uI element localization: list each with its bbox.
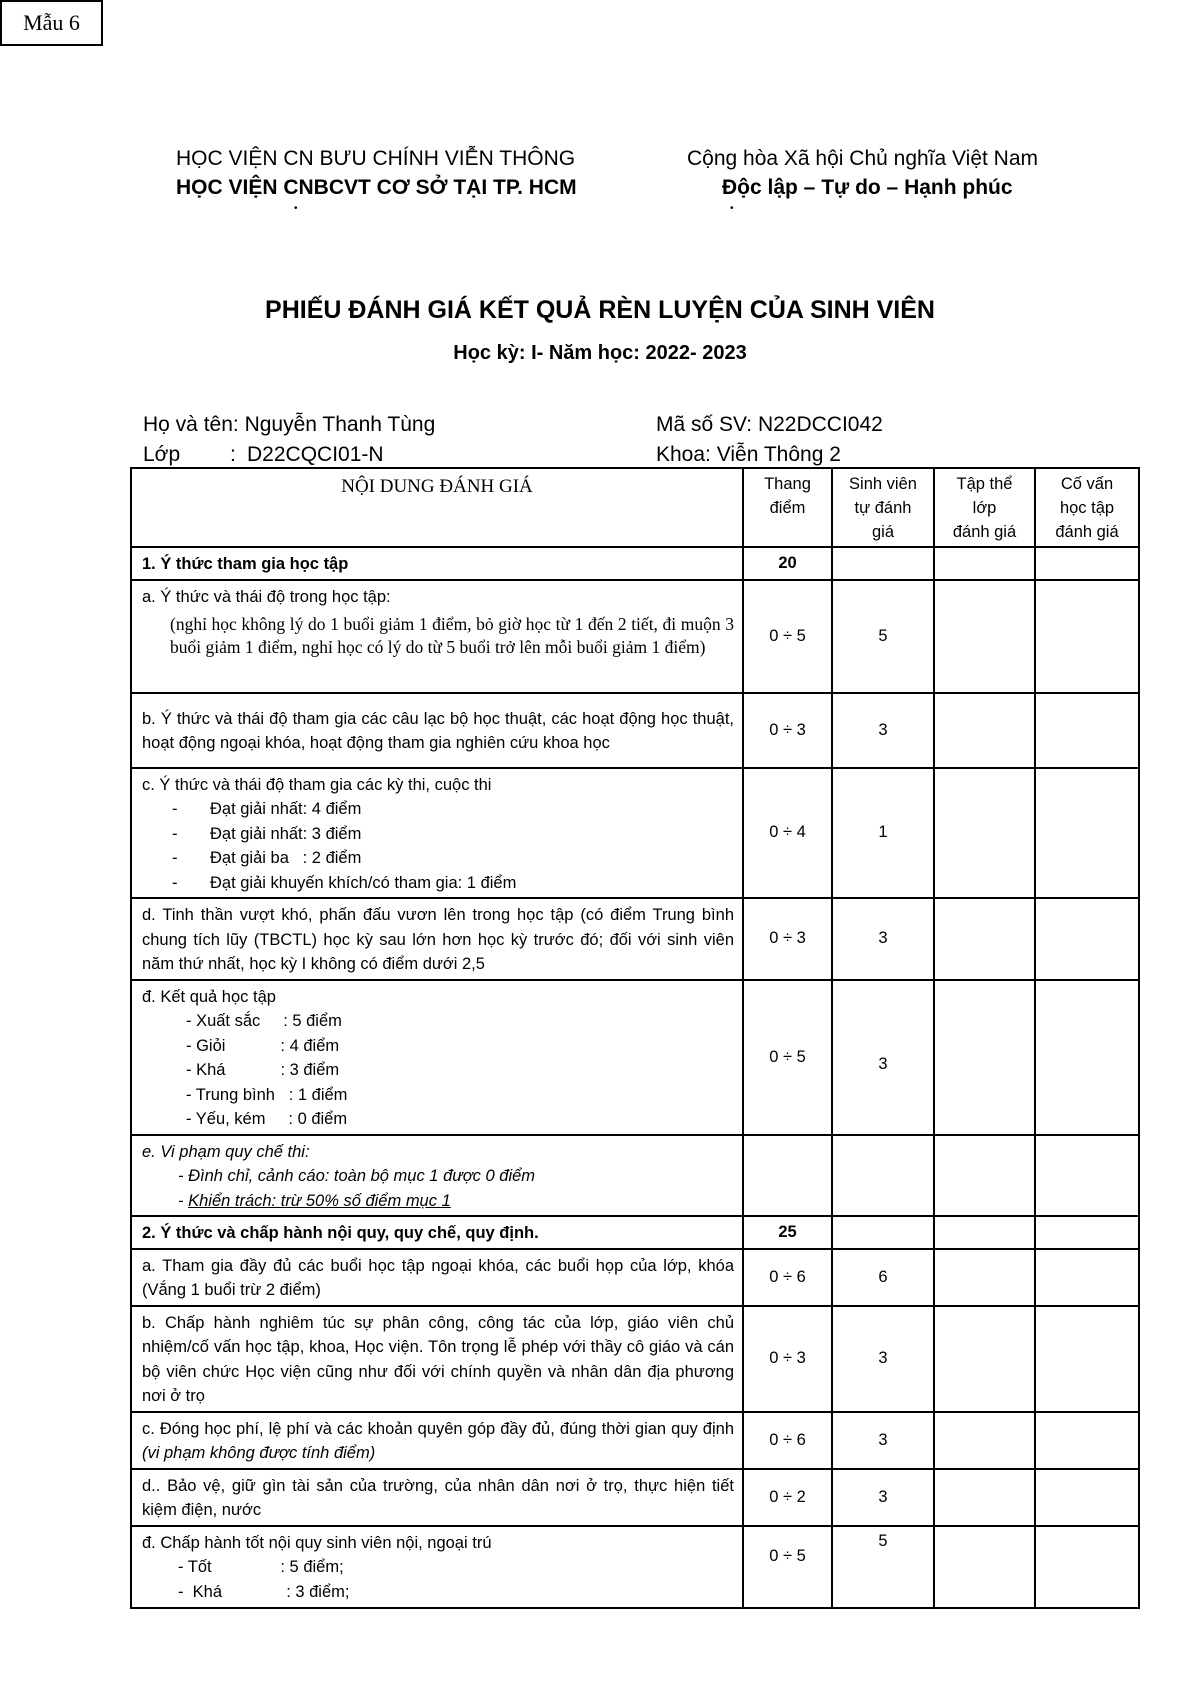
header-advisor-line1: Cố vấn: [1060, 475, 1114, 493]
criterion-1d-scale: 0 ÷ 3: [743, 898, 832, 980]
criterion-2dd-item: - Tốt : 5 điểm;: [178, 1558, 344, 1576]
national-motto: Cộng hòa Xã hội Chủ nghĩa Việt Nam: [687, 147, 1039, 170]
header-scale-line2: điểm: [769, 499, 806, 517]
table-row: [131, 693, 1139, 768]
table-row: [131, 898, 1139, 980]
form-code-box: Mẫu 6: [0, 0, 103, 46]
criterion-2a: a. Tham gia đầy đủ các buổi học tập ngoại khóa, các buổi họp của lớp, khóa (Vắng 1 buổi trừ 2 điểm): [131, 1249, 743, 1306]
cell-empty: [832, 1135, 934, 1217]
cell-empty: [1035, 1216, 1139, 1249]
header-class-line1: Tập thể: [956, 475, 1013, 493]
criterion-1c-item: - Đạt giải nhất: 4 điểm: [172, 800, 362, 818]
criterion-2dd-self: 5: [832, 1526, 934, 1608]
criterion-1c-item: - Đạt giải khuyến khích/có tham gia: 1 điểm: [172, 873, 517, 892]
faculty-row: [656, 443, 841, 467]
cell-empty: [1035, 1306, 1139, 1412]
header-self-line1: Sinh viên: [849, 475, 917, 493]
criterion-1c-item-text: Đạt giải khuyến khích/có tham gia: 1 điểm: [210, 873, 517, 892]
criterion-2c-scale: 0 ÷ 6: [743, 1412, 832, 1469]
cell-empty: [934, 1412, 1035, 1469]
header-content: NỘI DUNG ĐÁNH GIÁ: [131, 468, 743, 547]
cell-empty: [934, 693, 1035, 768]
table-row: [131, 547, 1139, 580]
criterion-1c-self: 1: [832, 768, 934, 899]
class-label: Lớp: [143, 443, 181, 466]
criterion-1c-item: - Đạt giải nhất: 3 điểm: [172, 824, 362, 843]
header-advisor-eval: [1035, 468, 1139, 547]
criterion-1dd: [131, 980, 743, 1135]
header-class-line3: đánh giá: [952, 523, 1017, 541]
cell-empty: [1035, 1412, 1139, 1469]
institution-name: HỌC VIỆN CN BƯU CHÍNH VIỄN THÔNG: [176, 147, 576, 170]
criterion-2c-self: 3: [832, 1412, 934, 1469]
header-scale: [743, 468, 832, 547]
cell-empty: [832, 547, 934, 580]
section-2-title: 2. Ý thức và chấp hành nội quy, quy chế, quy định.: [131, 1216, 743, 1249]
criterion-2b: b. Chấp hành nghiêm túc sự phân công, công tác của lớp, giáo viên chủ nhiệm/cố vấn học tập, khoa, Học viện. Tôn trọng lễ phép với thầy cô giáo và cán bộ viên chức Học viện cũng như đối với chính quyền và nhân dân địa phương nơi ở trọ: [131, 1306, 743, 1412]
cell-empty: [934, 580, 1035, 693]
cell-empty: [934, 1526, 1035, 1608]
table-row: [131, 580, 1139, 693]
cell-empty: [1035, 1249, 1139, 1306]
criterion-1dd-title: đ. Kết quả học tập: [142, 987, 276, 1006]
faculty-label: Khoa:: [656, 443, 711, 466]
cell-empty: [1035, 768, 1139, 899]
criterion-2d-self: 3: [832, 1469, 934, 1526]
criterion-1dd-item: - Khá : 3 điểm: [186, 1061, 340, 1079]
header-advisor-line2: học tập: [1059, 499, 1115, 517]
criterion-1dd-item: - Yếu, kém : 0 điểm: [186, 1110, 348, 1128]
header-advisor-line3: đánh giá: [1055, 523, 1119, 541]
criterion-1dd-item: - Giỏi : 4 điểm: [186, 1036, 340, 1055]
evaluation-table: [130, 467, 1140, 1609]
criterion-1e: [131, 1135, 743, 1217]
student-id: N22DCCI042: [757, 413, 883, 436]
cell-empty: [934, 1306, 1035, 1412]
institution-branch: HỌC VIỆN CNBCVT CƠ SỞ TẠI TP. HCM: [176, 176, 577, 199]
cell-empty: [743, 1135, 832, 1217]
criterion-2dd-item: - Khá : 3 điểm;: [178, 1582, 350, 1601]
table-row: [131, 1216, 1139, 1249]
student-name: Nguyễn Thanh Tùng: [244, 413, 436, 436]
header-left-dot: •: [294, 203, 298, 214]
criterion-2c: [131, 1412, 743, 1469]
student-id-row: [656, 413, 883, 437]
table-row: [131, 1526, 1139, 1608]
criterion-2dd-title: đ. Chấp hành tốt nội quy sinh viên nội, ngoại trú: [142, 1533, 492, 1552]
table-header-row: [131, 468, 1139, 547]
class-separator: :: [230, 443, 236, 466]
cell-empty: [934, 1216, 1035, 1249]
criterion-1c-item-text: Đạt giải ba : 2 điểm: [210, 849, 362, 867]
criterion-1c-item-text: Đạt giải nhất: 3 điểm: [210, 824, 362, 843]
criterion-1e-title: e. Vi phạm quy chế thi:: [142, 1142, 310, 1161]
criterion-1a-scale: 0 ÷ 5: [743, 580, 832, 693]
semester-line: Học kỳ: I- Năm học: 2022- 2023: [453, 342, 747, 364]
cell-empty: [1035, 898, 1139, 980]
criterion-1a-title: a. Ý thức và thái độ trong học tập:: [142, 587, 391, 606]
national-slogan: Độc lập – Tự do – Hạnh phúc: [722, 176, 1013, 199]
criterion-1d: d. Tinh thần vượt khó, phấn đấu vươn lên trong học tập (có điểm Trung bình chung tích lũy (TBCTL) học kỳ sau lớn hơn học kỳ trước đó; đối với sinh viên năm thứ nhất, học kỳ I không có điểm dưới 2,5: [131, 898, 743, 980]
cell-empty: [1035, 693, 1139, 768]
cell-empty: [934, 980, 1035, 1135]
criterion-2c-text: c. Đóng học phí, lệ phí và các khoản quyên góp đầy đủ, đúng thời gian quy định: [142, 1419, 734, 1438]
section-1-max: 20: [743, 547, 832, 580]
criterion-1dd-scale: 0 ÷ 5: [743, 980, 832, 1135]
header-self-line3: giá: [871, 523, 895, 541]
criterion-1c: [131, 768, 743, 899]
criterion-1dd-item: - Xuất sắc : 5 điểm: [186, 1012, 342, 1030]
header-self-eval: [832, 468, 934, 547]
criterion-1dd-self: 3: [832, 980, 934, 1135]
criterion-1b-scale: 0 ÷ 3: [743, 693, 832, 768]
criterion-1e-item: - Đình chỉ, cảnh cáo: toàn bộ mục 1 được 0 điểm: [178, 1167, 536, 1185]
section-2-max: 25: [743, 1216, 832, 1249]
header-class-line2: lớp: [972, 499, 997, 517]
criterion-1a-self: 5: [832, 580, 934, 693]
criterion-1c-item-text: Đạt giải nhất: 4 điểm: [210, 800, 362, 818]
criterion-1e-item-text: Khiển trách: trừ 50% số điểm mục 1: [188, 1191, 451, 1210]
table-row: [131, 1469, 1139, 1526]
cell-empty: [1035, 1469, 1139, 1526]
header-scale-line1: Thang: [764, 475, 811, 493]
table-row: [131, 1306, 1139, 1412]
criterion-1c-scale: 0 ÷ 4: [743, 768, 832, 899]
criterion-2dd: [131, 1526, 743, 1608]
cell-empty: [934, 547, 1035, 580]
criterion-2a-scale: 0 ÷ 6: [743, 1249, 832, 1306]
criterion-2b-self: 3: [832, 1306, 934, 1412]
criterion-2c-note: (vi phạm không được tính điểm): [142, 1444, 376, 1462]
faculty-name: Viễn Thông 2: [716, 443, 841, 466]
cell-empty: [832, 1216, 934, 1249]
cell-empty: [1035, 547, 1139, 580]
student-name-row: [143, 413, 435, 437]
student-id-label: Mã số SV:: [656, 413, 753, 436]
table-row: [131, 980, 1139, 1135]
criterion-1e-item: [142, 1189, 734, 1214]
criterion-1b-self: 3: [832, 693, 934, 768]
cell-empty: [934, 1469, 1035, 1526]
cell-empty: [934, 1249, 1035, 1306]
section-1-title: 1. Ý thức tham gia học tập: [131, 547, 743, 580]
criterion-2d-scale: 0 ÷ 2: [743, 1469, 832, 1526]
cell-empty: [934, 768, 1035, 899]
criterion-1dd-item: - Trung bình : 1 điểm: [186, 1085, 348, 1104]
cell-empty: [1035, 580, 1139, 693]
criterion-1a-note: (nghỉ học không lý do 1 buổi giảm 1 điểm, bỏ giờ học từ 1 đến 2 tiết, đi muộn 3 buổi giảm 1 điểm, nghỉ học có lý do từ 5 buổi trở lên mỗi buổi giảm 1 điểm): [170, 614, 734, 657]
cell-empty: [934, 1135, 1035, 1217]
cell-empty: [934, 898, 1035, 980]
table-row: [131, 768, 1139, 899]
criterion-1e-item-prefix: -: [178, 1191, 189, 1210]
criterion-1b: b. Ý thức và thái độ tham gia các câu lạc bộ học thuật, các hoạt động học thuật, hoạt động ngoại khóa, hoạt động tham gia nghiên cứu khoa học: [131, 693, 743, 768]
criterion-2a-self: 6: [832, 1249, 934, 1306]
criterion-2b-scale: 0 ÷ 3: [743, 1306, 832, 1412]
document-title: PHIẾU ĐÁNH GIÁ KẾT QUẢ RÈN LUYỆN CỦA SINH VIÊN: [265, 296, 935, 324]
criterion-1c-title: c. Ý thức và thái độ tham gia các kỳ thi, cuộc thi: [142, 775, 492, 794]
criterion-2d: d.. Bảo vệ, giữ gìn tài sản của trường, của nhân dân nơi ở trọ, thực hiện tiết kiệm điện, nước: [131, 1469, 743, 1526]
header-right-dot: •: [730, 203, 734, 214]
cell-empty: [1035, 1135, 1139, 1217]
table-row: [131, 1412, 1139, 1469]
student-name-label: Họ và tên:: [143, 413, 239, 436]
header-self-line2: tự đánh: [854, 499, 912, 517]
cell-empty: [1035, 980, 1139, 1135]
table-row: [131, 1135, 1139, 1217]
cell-empty: [1035, 1526, 1139, 1608]
criterion-1a: [131, 580, 743, 693]
criterion-1d-self: 3: [832, 898, 934, 980]
header-class-eval: [934, 468, 1035, 547]
criterion-2dd-scale: 0 ÷ 5: [743, 1526, 832, 1608]
criterion-1c-item: - Đạt giải ba : 2 điểm: [172, 849, 362, 867]
table-row: [131, 1249, 1139, 1306]
class-code: D22CQCI01-N: [247, 443, 384, 466]
